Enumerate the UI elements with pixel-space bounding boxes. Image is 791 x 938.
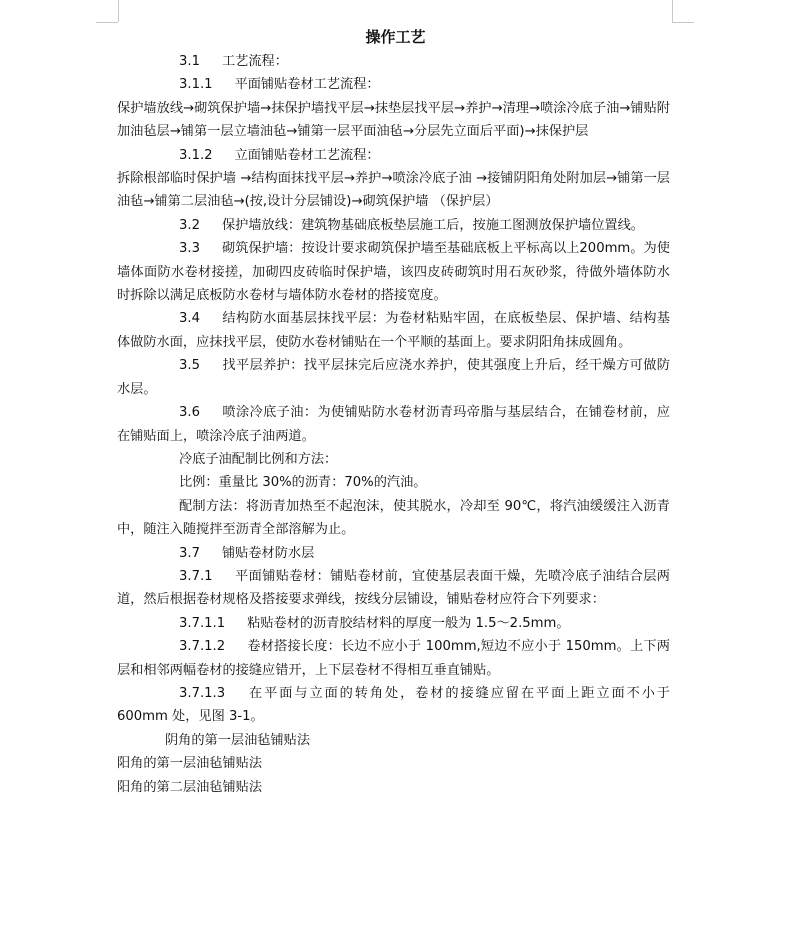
section-number: 3.7 [179,545,200,561]
paragraph-text: 找平层养护：找平层抹完后应浇水养护，使其强度上升后，经干燥方可做防水层。 [117,358,670,397]
section-3-3 [117,237,670,307]
paragraph-text: 喷涂冷底子油：为使铺贴防水卷材沥青玛帝脂与基层结合，在铺卷材前，应在铺贴面上，喷涂冷底子油两道。 [117,405,670,444]
figure-caption-outer-corner-1: 阳角的第一层油毡铺贴法 [117,756,263,772]
section-number: 3.5 [179,358,200,374]
paragraph-text: 粘贴卷材的沥青胶结材料的厚度一般为 1.5～2.5mm。 [247,615,570,631]
corner-mark-top-right-h [672,22,694,23]
section-number: 3.1 [179,54,200,69]
section-number: 3.4 [179,311,200,327]
section-number: 3.2 [179,217,200,233]
section-3-2 [117,214,670,237]
paragraph-text: 卷材搭接长度：长边不应小于 100mm,短边不应小于 150mm。上下两层和相邻两幅卷材的接缝应错开，上下层卷材不得相互垂直铺贴。 [117,639,670,678]
corner-mark-top-right [672,0,673,22]
section-3-7-1-1 [117,612,670,635]
section-3-1-1 [117,73,670,96]
section-number: 3.1.1 [179,77,213,93]
section-3-7-1-2 [117,635,670,682]
paragraph-text: 保护墙放线：建筑物基础底板垫层施工后，按施工图测放保护墙位置线。 [221,217,644,233]
document-title: 操作工艺 [365,28,426,46]
corner-mark-top-left [118,0,119,22]
section-3-4 [117,307,670,354]
paragraph-text: 工艺流程： [221,54,288,69]
figure-caption-outer-corner-2: 阳角的第二层油毡铺贴法 [117,779,263,795]
section-number: 3.7.1.3 [179,685,226,701]
corner-mark-top-left-h [96,22,118,23]
paragraph-text: 在平面与立面的转角处，卷材的接缝应留在平面上距立面不小于 600mm 处，见图 3-1。 [117,685,670,725]
section-number: 3.3 [179,241,200,257]
section-3-6 [117,401,670,448]
section-number: 3.7.1.2 [179,639,226,655]
primer-ratio: 比例：重量比 30%的沥青：70%的汽油。 [179,475,427,491]
section-number: 3.1.2 [179,147,213,163]
primer-preparation: 配制方法：将沥青加热至不起泡沫，使其脱水，冷却至 90℃，将汽油缓缓注入沥青中，随注入随搅拌至沥青全部溶解为止。 [117,498,670,538]
section-3-5 [117,354,670,401]
paragraph-text: 砌筑保护墙：按设计要求砌筑保护墙至基础底板上平标高以上200mm。为使墙体面防水卷材接搓，加砌四皮砖临时保护墙，该四皮砖砌筑时用石灰砂浆，待做外墙体防水时拆除以满足底板防水卷材与墙体防水卷材的搭接宽度。 [117,241,670,304]
paragraph-text: 结构防水面基层抹找平层：为卷材粘贴牢固，在底板垫层、保护墙、结构基体做防水面，应抹找平层，使防水卷材铺贴在一个平顺的基面上。要求阴阳角抹成圆角。 [117,311,670,350]
section-3-1-2 [117,144,670,167]
section-number: 3.7.1 [179,568,213,584]
flow-vertical: 拆除根部临时保护墙 →结构面抹找平层→养护→喷涂冷底子油 →接铺阴阳角处附加层→铺第一层油毡→铺第二层油毡→(按,设计分层铺设)→砌筑保护墙 （保护层） [117,171,670,210]
section-number: 3.6 [179,405,200,421]
paragraph-text: 平面铺贴卷材：铺贴卷材前，宜使基层表面干燥，先喷冷底子油结合层两道，然后根据卷材规格及搭接要求弹线，按线分层铺设，铺贴卷材应符合下列要求： [117,568,670,608]
section-3-7-1 [117,565,670,612]
document-body [117,50,670,799]
section-number: 3.7.1.1 [179,615,226,631]
section-3-7-1-3 [117,682,670,729]
section-3-7 [117,542,670,565]
primer-method-heading: 冷底子油配制比例和方法： [179,451,338,467]
figure-caption-inner-corner-1: 阴角的第一层油毡铺贴法 [165,732,311,748]
paragraph-text: 平面铺贴卷材工艺流程： [234,77,380,93]
flow-horizontal: 保护墙放线→砌筑保护墙→抹保护墙找平层→抹垫层找平层→养护→清理→喷涂冷底子油→铺贴附加油毡层→铺第一层立墙油毡→铺第一层平面油毡→分层先立面后平面)→抹保护层 [117,100,670,140]
section-3-1 [117,50,670,73]
paragraph-text: 立面铺贴卷材工艺流程： [234,147,380,163]
paragraph-text: 铺贴卷材防水层 [221,545,315,561]
